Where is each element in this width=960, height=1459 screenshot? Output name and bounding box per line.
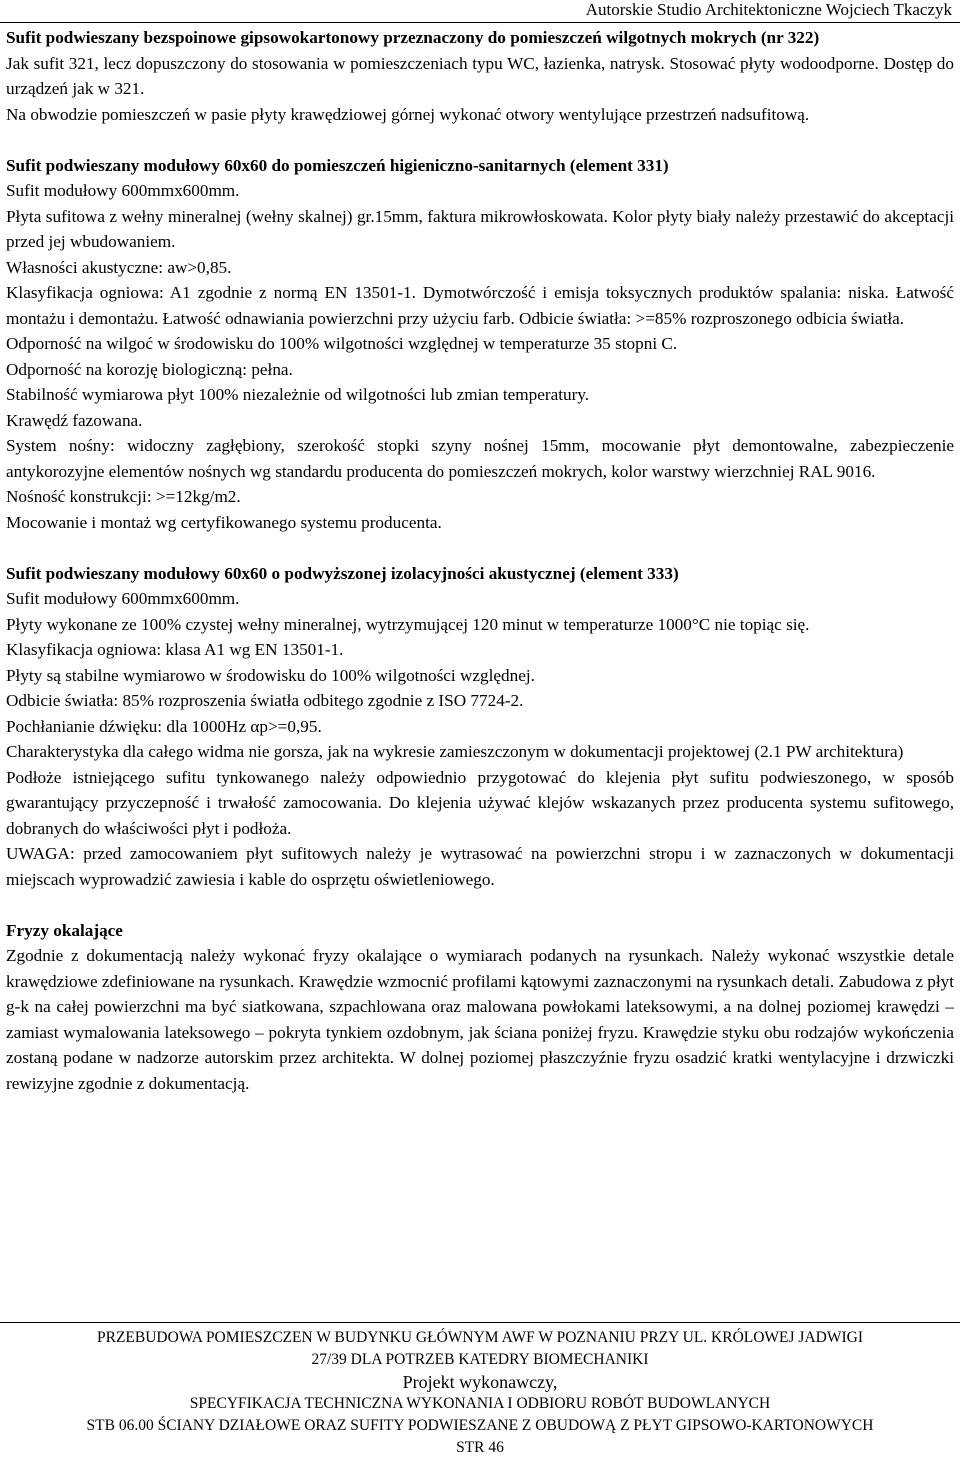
section-331-line: System nośny: widoczny zagłębiony, szerokość stopki szyny nośnej 15mm, mocowanie płyt demontowalne, zabezpieczenie antykorozyjne elementów nośnych wg standardu producenta do pomieszczeń mokrych, kolor warstwy wierzchniej RAL 9016.: [6, 436, 954, 481]
section-fryzy-body: Zgodnie z dokumentacją należy wykonać fryzy okalające o wymiarach podanych na rysunkach. Należy wykonać wszystkie detale krawędziowe zdefiniowane na rysunkach. Krawędzie wzmocnić profilami kątowymi zaznaczonymi na rysunkach detali. Zabudowa z płyt g-k na całej powierzchni ma być siatkowana, szpachlowana oraz malowana powłokami lateksowymi, a na dolnej poziomej krawędzi – zamiast wymalowania lateksowego – pokryta tynkiem ozdobnym, jak ściana poniżej fryzu. Krawędzie styku obu rodzajów wykończenia zostaną podane w nadzorze autorskim przez architekta. W dolnej poziomej płaszczyźnie fryzu osadzić kratki wentylacyjne i drzwiczki rewizyjne zgodnie z dokumentacją.: [6, 946, 954, 1093]
footer-project-type: Projekt wykonawczy,: [402, 1372, 558, 1392]
footer-page-number: STR 46: [456, 1439, 504, 1456]
section-333-line: Podłoże istniejącego sufitu tynkowanego należy odpowiednio przygotować do klejenia płyt sufitu podwieszonego, w sposób gwarantujący przyczepność i trwałość zamocowania. Do klejenia używać klejów wskazanych przez producenta systemu sufitowego, dobranych do właściwości płyt i podłoża.: [6, 767, 954, 838]
section-333-line: Charakterystyka dla całego widma nie gorsza, jak na wykresie zamieszczonym w dokumentacji projektowej (2.1 PW architektura): [6, 742, 904, 761]
section-333-line: Pochłanianie dźwięku: dla 1000Hz αp>=0,95.: [6, 716, 322, 736]
section-fryzy-title: Fryzy okalające: [6, 920, 123, 940]
section-331-line: Własności akustyczne: aw>0,85.: [6, 257, 232, 277]
section-331-line: Mocowanie i montaż wg certyfikowanego systemu producenta.: [6, 512, 442, 532]
section-333-line: Odbicie światła: 85% rozproszenia światła odbitego zgodnie z ISO 7724-2.: [6, 691, 524, 710]
section-322-note: Na obwodzie pomieszczeń w pasie płyty krawędziowej górnej wykonać otwory wentylujące przestrzeń nadsufitową.: [6, 104, 810, 124]
section-331-title: Sufit podwieszany modułowy 60x60 do pomieszczeń higieniczno-sanitarnych (element 331): [6, 155, 669, 175]
page-header: [0, 0, 960, 23]
section-331-line: Odporność na korozję biologiczną: pełna.: [6, 359, 293, 379]
section-331-line: Sufit modułowy 600mmx600mm.: [6, 181, 240, 200]
page-footer: [0, 1322, 960, 1459]
document-body: [6, 25, 954, 1096]
section-331-line: Stabilność wymiarowa płyt 100% niezależnie od wilgotności lub zmian temperatury.: [6, 385, 590, 404]
footer-project-title-cont: 27/39 DLA POTRZEB KATEDRY BIOMECHANIKI: [311, 1351, 649, 1368]
section-331-line: Płyta sufitowa z wełny mineralnej (wełny skalnej) gr.15mm, faktura mikrowłoskowata. Kolor płyty biały należy przestawić do akceptacji przed jej wbudowaniem.: [6, 206, 954, 251]
footer-project-title: PRZEBUDOWA POMIESZCZEN W BUDYNKU GŁÓWNYM AWF W POZNANIU PRZY UL. KRÓLOWEJ JADWIGI: [97, 1329, 863, 1346]
section-333-line: UWAGA: przed zamocowaniem płyt sufitowych należy je wytrasować na powierzchni stropu i w zaznaczonych w dokumentacji miejscach wyprowadzić zawiesia i kable do osprzętu oświetleniowego.: [6, 844, 954, 889]
spacer: [6, 535, 954, 561]
section-322-body: Jak sufit 321, lecz dopuszczony do stosowania w pomieszczeniach typu WC, łazienka, natrysk. Stosować płyty wodoodporne. Dostęp do urządzeń jak w 321.: [6, 53, 954, 98]
section-322-title: Sufit podwieszany bezspoinowe gipsowokartonowy przeznaczony do pomieszczeń wilgotnych mokrych (nr 322): [6, 28, 820, 47]
section-331-line: Krawędź fazowana.: [6, 410, 143, 430]
section-333-line: Płyty wykonane ze 100% czystej wełny mineralnej, wytrzymującej 120 minut w temperaturze 1000°C nie topiąc się.: [6, 614, 810, 634]
section-331-line: Odporność na wilgoć w środowisku do 100% wilgotności względnej w temperaturze 35 stopni C.: [6, 334, 678, 353]
section-331-line: Nośność konstrukcji: >=12kg/m2.: [6, 487, 241, 506]
section-331-line: Klasyfikacja ogniowa: A1 zgodnie z normą EN 13501-1. Dymotwórczość i emisja toksycznych produktów spalania: niska. Łatwość montażu i demontażu. Łatwość odnawiania powierzchni przy użyciu farb. Odbicie światła: >=85% rozproszonego odbicia światła.: [6, 283, 954, 328]
section-333-line: Płyty są stabilne wymiarowo w środowisku do 100% wilgotności względnej.: [6, 665, 535, 685]
section-333-line: Sufit modułowy 600mmx600mm.: [6, 589, 240, 608]
section-333-title: Sufit podwieszany modułowy 60x60 o podwyższonej izolacyjności akustycznej (element 333): [6, 563, 679, 583]
footer-spec-title: SPECYFIKACJA TECHNICZNA WYKONANIA I ODBIORU ROBÓT BUDOWLANYCH: [189, 1395, 771, 1412]
footer-spec-section: STB 06.00 ŚCIANY DZIAŁOWE ORAZ SUFITY PODWIESZANE Z OBUDOWĄ Z PŁYT GIPSOWO-KARTONOWYCH: [86, 1417, 874, 1434]
section-333-line: Klasyfikacja ogniowa: klasa A1 wg EN 13501-1.: [6, 640, 344, 659]
author-name: Autorskie Studio Architektoniczne Wojciech Tkaczyk: [585, 0, 952, 19]
spacer: [6, 127, 954, 153]
spacer: [6, 892, 954, 918]
